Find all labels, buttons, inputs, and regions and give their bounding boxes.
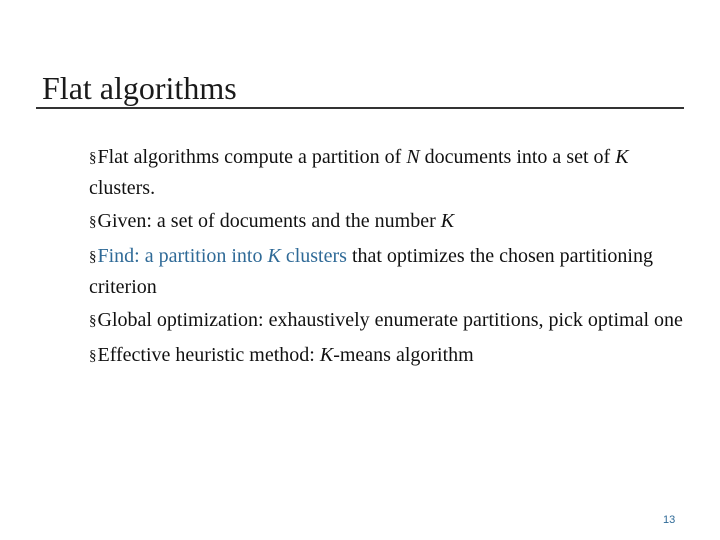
- bullet-marker: §: [89, 214, 97, 230]
- bullet-text: that optimizes the chosen partitioning criterion: [89, 245, 653, 298]
- bullet-text: K: [267, 245, 281, 267]
- bullet-marker: §: [89, 348, 97, 364]
- bullet-text: K: [615, 146, 629, 168]
- bullet-item: [89, 143, 699, 203]
- bullet-item: [89, 306, 699, 337]
- bullet-text: Global optimization: exhaustively enumerate partitions, pick optimal one: [97, 309, 683, 331]
- bullet-text: K: [319, 344, 334, 366]
- title-divider: [36, 107, 684, 109]
- page-number: 13: [663, 514, 676, 526]
- bullet-text: Given: a set of documents and the number: [97, 210, 441, 232]
- slide-title: Flat algorithms: [42, 70, 237, 106]
- bullet-text: Effective heuristic method:: [97, 344, 320, 366]
- bullet-text: clusters.: [89, 177, 156, 199]
- bullet-marker: §: [89, 150, 97, 166]
- bullet-text: clusters: [280, 245, 347, 267]
- bullet-item: [89, 207, 699, 238]
- bullet-text: -means algorithm: [333, 344, 474, 366]
- bullet-text: K: [440, 210, 455, 232]
- bullet-list: [89, 143, 699, 376]
- bullet-marker: §: [89, 313, 97, 329]
- bullet-item: [89, 242, 699, 302]
- bullet-text: Flat algorithms compute a partition of: [97, 146, 407, 168]
- bullet-text: N: [406, 146, 420, 168]
- bullet-item: [89, 341, 699, 372]
- bullet-marker: §: [89, 249, 97, 265]
- bullet-text: Find: a partition into: [97, 245, 268, 267]
- bullet-text: documents into a set of: [419, 146, 616, 168]
